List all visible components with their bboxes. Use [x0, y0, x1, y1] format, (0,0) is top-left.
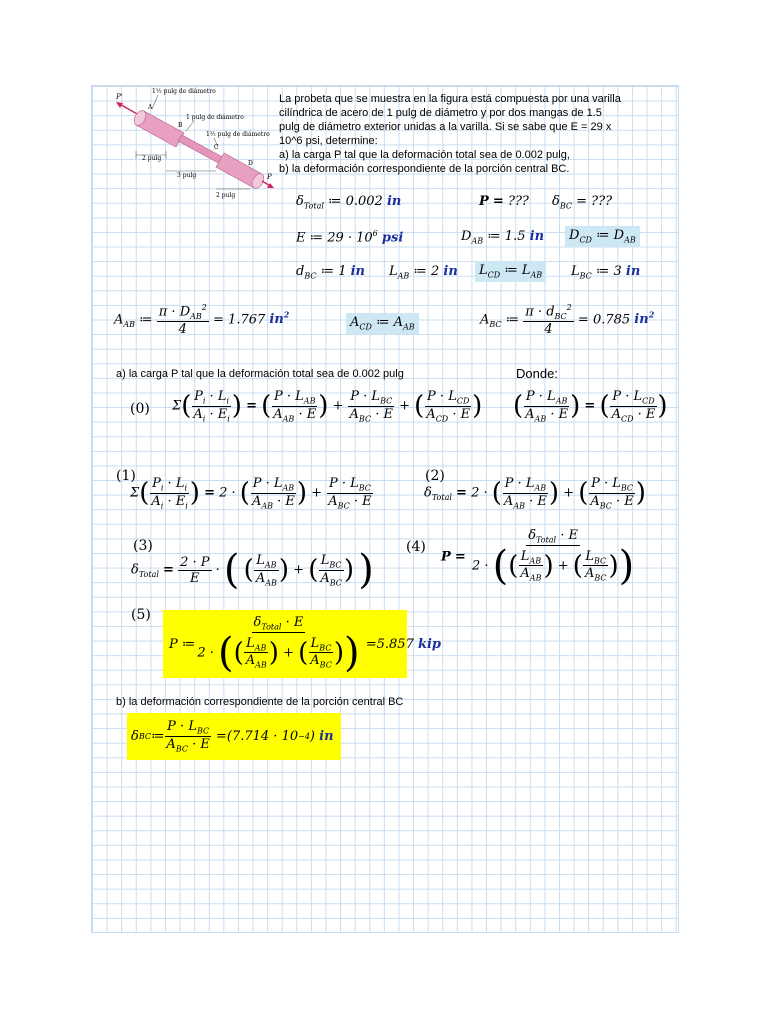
fig-label-b: B — [178, 122, 183, 129]
problem-line: b) la deformación correspondiente de la porción central BC. — [279, 163, 570, 175]
eq-label-5: (5) — [131, 607, 151, 623]
problem-line: 10^6 psi, determine: — [279, 135, 378, 147]
fig-label-d: D — [248, 160, 253, 167]
fig-label-diam-sleeve: 1½ pulg de diámetro — [152, 88, 216, 95]
area-abc: $A_{BC}$ ≔ $\frac{\pi \cdot d_{BC}^2}{4}$ = 0.785 $in^2$ — [480, 303, 655, 337]
given-dcd: $D_{CD}$ ≔ $D_{AB}$ — [565, 226, 640, 247]
fig-label-diam-sleeve2: 1½ pulg de diámetro — [206, 131, 270, 138]
rod-bc — [178, 135, 226, 165]
fig-label-c: C — [214, 144, 219, 151]
problem-statement — [279, 92, 621, 176]
specimen-figure — [114, 85, 276, 203]
section-b-heading: b) la deformación correspondiente de la porción central BC — [116, 696, 404, 708]
equation-2: $\delta_{Total} = 2$ · ( $\frac{P \cdot L_{AB}}{A_{AB} \cdot E}$ ) + ( $\frac{P \cdot L_{BC}}{A_{BC} \cdot E}$ ) — [424, 476, 646, 511]
given-dab: $D_{AB}$ ≔ 1.5 in — [461, 229, 545, 246]
given-lbc: $L_{BC}$ ≔ 3 in — [571, 264, 641, 281]
problem-line: pulg de diámetro exterior unidas a la varilla. Si se sabe que E = 29 x — [279, 121, 612, 133]
problem-line: cilíndrica de acero de 1 pulg de diámetro y por dos mangas de 1.5 — [279, 107, 602, 119]
section-a-heading: a) la carga P tal que la deformación total sea de 0.002 pulg — [116, 368, 404, 380]
area-aab: $A_{AB}$ ≔ $\frac{\pi \cdot D_{AB}^2}{4}$ = 1.767 $in^2$ — [114, 303, 290, 337]
eq-label-0: (0) — [130, 401, 150, 417]
fig-label-len3: 2 pulg — [216, 192, 236, 199]
eq-label-4: (4) — [406, 539, 426, 555]
eq-label-1: (1) — [116, 468, 136, 484]
area-acd: $A_{CD}$ ≔ $A_{AB}$ — [346, 313, 419, 334]
eq-label-3: (3) — [133, 538, 153, 554]
fig-label-a: A — [148, 104, 153, 111]
fig-label-len1: 2 pulg — [142, 155, 162, 162]
problem-line: a) la carga P tal que la deformación total sea de 0.002 pulg, — [279, 149, 570, 161]
equation-4: P = $\delta_{Total} \cdot E$ 2 · (( $\frac{L_{AB}}{A_{AB}}$ ) + ( $\frac{L_{BC}}{A_{BC}}$ )) — [441, 528, 635, 589]
fig-label-diam-rod: 1 pulg de diámetro — [186, 114, 244, 121]
equation-0: Σ( $\frac{P_i \cdot L_i}{A_i \cdot E_i}$ ) = ( $\frac{P \cdot L_{AB}}{A_{AB} \cdot E}$ ) + $\frac{P \cdot L_{BC}}{A_{BC} \cdot E}$ + ( $\frac{P \cdot L_{CD}}{A_{CD} \cdot E}$ ) — [172, 389, 483, 424]
fig-label-len2: 3 pulg — [177, 172, 197, 179]
given-p-unknown: P = ??? — [479, 194, 529, 209]
equation-1: Σ( $\frac{P_i \cdot L_i}{A_i \cdot E_i}$ ) = 2 · ( $\frac{P \cdot L_{AB}}{A_{AB} \cdot E}$ ) + $\frac{P \cdot L_{BC}}{A_{BC} \cdot E}$ — [130, 476, 372, 511]
result-delta-bc: δ BC ≔ $\frac{P \cdot L_{BC}}{A_{BC} \cdot E}$ = (7.714 · 10 −4 ) in — [127, 713, 341, 760]
eq-label-2: (2) — [425, 468, 445, 484]
given-delta-total: $\delta_{Total}$ ≔ 0.002 in — [296, 194, 402, 211]
given-lcd: $L_{CD}$ ≔ $L_{AB}$ — [475, 261, 546, 282]
fig-label-p: P — [267, 173, 272, 181]
fig-label-p-prime: P' — [116, 93, 123, 101]
given-delta-bc-unknown: $\delta_{BC}$ = ??? — [552, 194, 613, 211]
donde-label: Donde: — [516, 366, 558, 381]
given-dbc: $d_{BC}$ ≔ 1 in — [296, 264, 365, 281]
result-p: P ≔ $\delta_{Total} \cdot E$ 2 · (( $\frac{L_{AB}}{A_{AB}}$ ) + ( $\frac{L_{BC}}{A_{BC}}$ )) = 5.857 kip — [163, 610, 407, 678]
equation-donde: ( $\frac{P \cdot L_{AB}}{A_{AB} \cdot E}$ ) = ( $\frac{P \cdot L_{CD}}{A_{CD} \cdot E}$ ) — [513, 389, 668, 424]
given-lab: $L_{AB}$ ≔ 2 in — [389, 264, 458, 281]
given-e: E ≔ $29 \cdot 10^6$ psi — [296, 229, 404, 246]
equation-3: $\delta_{Total}$ = $\frac{2 \cdot P}{E}$ · ( ( $\frac{L_{AB}}{A_{AB}}$ ) + ( $\frac{L_{BC}}{A_{BC}}$ ) ) — [131, 547, 374, 593]
problem-line: La probeta que se muestra en la figura está compuesta por una varilla — [279, 93, 621, 105]
